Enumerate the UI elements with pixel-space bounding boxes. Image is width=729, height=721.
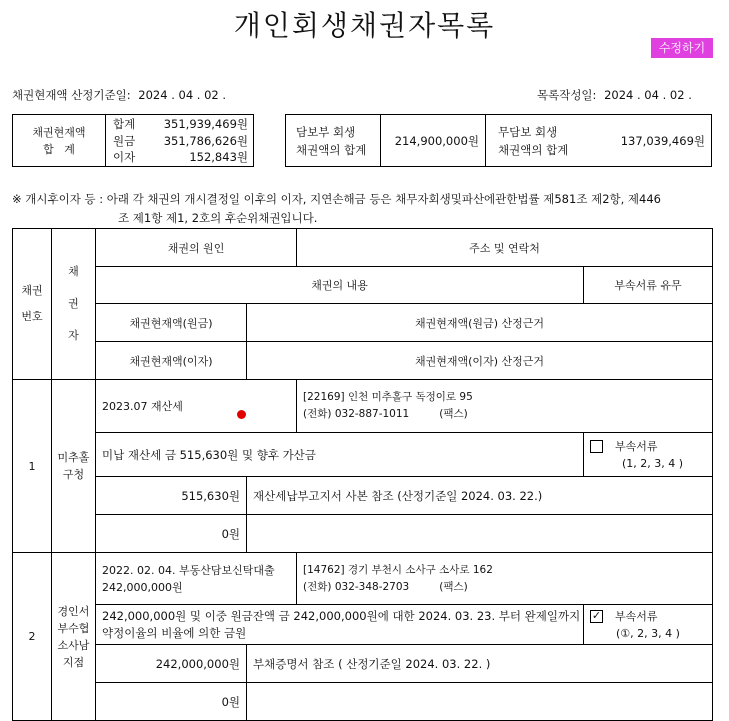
entry-content-text-2: 약정이율의 비율에 의한 금원 bbox=[102, 625, 247, 640]
attach-checkbox[interactable] bbox=[590, 440, 603, 453]
entry-cause-text: 2022. 02. 04. 부동산담보신탁대출 bbox=[102, 563, 275, 577]
unsecured-label-1: 무담보 회생 bbox=[498, 125, 558, 139]
summary-total-label-2: 합 계 bbox=[43, 142, 75, 156]
entry-address bbox=[297, 380, 713, 433]
entry-address bbox=[297, 553, 713, 605]
secured-value: 214,900,000원 bbox=[394, 133, 479, 148]
base-date-value: 2024 . 04 . 02 . bbox=[138, 88, 227, 102]
entry-attach bbox=[584, 605, 713, 645]
attach-label: 부속서류 bbox=[615, 439, 658, 453]
entry-cause bbox=[96, 553, 297, 605]
summary-row-value: 152,843원 bbox=[189, 150, 248, 164]
header-cause: 채권의 원인 bbox=[96, 229, 297, 267]
summary-total-label-1: 채권현재액 bbox=[32, 125, 86, 139]
unsecured-label bbox=[498, 123, 568, 159]
entry-attach bbox=[584, 433, 713, 477]
summary-secured-box bbox=[285, 114, 712, 167]
entry-no: 1 bbox=[13, 380, 52, 553]
header-no-2: 번호 bbox=[21, 310, 43, 323]
header-no bbox=[13, 229, 52, 380]
creditor-table bbox=[12, 228, 713, 721]
entry-creditor bbox=[52, 380, 96, 553]
list-date-label: 목록작성일: bbox=[537, 88, 597, 102]
note-line-2: 조 제1항 제1, 2호의 후순위채권입니다. bbox=[118, 211, 318, 225]
header-principal-basis: 채권현재액(원금) 산정근거 bbox=[247, 304, 713, 342]
entry-interest: 0원 bbox=[96, 683, 247, 721]
base-date-label: 채권현재액 산정기준일: bbox=[12, 88, 131, 102]
header-content: 채권의 내용 bbox=[96, 267, 584, 304]
entry-creditor-line: 소사남 bbox=[57, 638, 90, 652]
summary-row-label: 원금 bbox=[113, 133, 136, 148]
table-row bbox=[13, 553, 713, 605]
header-interest-basis: 채권현재액(이자) 산정근거 bbox=[247, 342, 713, 380]
header-creditor-3: 자 bbox=[68, 329, 79, 342]
entry-address-text: [22169] 인천 미추홀구 독정이로 95 bbox=[303, 391, 473, 403]
entry-creditor-line: 경인서 bbox=[57, 604, 90, 618]
entry-principal: 515,630원 bbox=[96, 477, 247, 515]
attach-items: (1, 2, 3, 4 ) bbox=[622, 456, 684, 470]
table-row bbox=[13, 380, 713, 433]
entry-content-text: 242,000,000원 및 이중 원금잔액 금 242,000,000원에 대한 2024. 03. 23. 부터 완제일까지 bbox=[102, 608, 581, 623]
attach-label: 부속서류 bbox=[615, 609, 658, 623]
entry-interest-basis bbox=[247, 683, 713, 721]
header-interest: 채권현재액(이자) bbox=[96, 342, 247, 380]
entry-principal-basis: 재산세납부고지서 사본 참조 (산정기준일 2024. 03. 22.) bbox=[247, 477, 713, 515]
entry-cause-text-2: 242,000,000원 bbox=[102, 580, 183, 594]
entry-creditor-line: 지점 bbox=[62, 655, 85, 669]
note bbox=[12, 190, 717, 228]
summary-total-box bbox=[12, 114, 254, 167]
summary-total-label bbox=[13, 115, 105, 166]
entry-interest-basis bbox=[247, 515, 713, 553]
edit-button[interactable]: 수정하기 bbox=[651, 38, 713, 58]
entry-creditor bbox=[52, 553, 96, 721]
unsecured-label-2: 채권액의 합계 bbox=[498, 143, 569, 157]
entry-creditor-line: 부수협 bbox=[57, 621, 90, 635]
secured-label bbox=[296, 123, 366, 159]
header-address: 주소 및 연락처 bbox=[297, 229, 713, 267]
header-creditor-1: 채 bbox=[68, 265, 79, 278]
unsecured-value: 137,039,469원 bbox=[620, 133, 705, 148]
header-creditor bbox=[52, 229, 96, 380]
secured-label-1: 담보부 회생 bbox=[296, 125, 356, 139]
base-date bbox=[12, 87, 226, 103]
summary-row-value: 351,939,469원 bbox=[163, 117, 248, 131]
entry-principal: 242,000,000원 bbox=[96, 645, 247, 683]
secured-label-2: 채권액의 합계 bbox=[296, 143, 367, 157]
red-dot-marker bbox=[237, 410, 246, 419]
entry-content bbox=[96, 433, 584, 477]
entry-no: 2 bbox=[13, 553, 52, 721]
entry-cause bbox=[96, 380, 297, 433]
list-date-value: 2024 . 04 . 02 . bbox=[604, 88, 692, 102]
header-attach: 부속서류 유무 bbox=[584, 267, 713, 304]
header-no-1: 채권 bbox=[21, 284, 43, 297]
header-principal: 채권현재액(원금) bbox=[96, 304, 247, 342]
summary-row-label: 이자 bbox=[113, 150, 136, 164]
entry-fax: (팩스) bbox=[439, 580, 468, 593]
entry-phone: (전화) 032-348-2703 bbox=[303, 580, 410, 593]
entry-creditor-line: 미추홀 bbox=[57, 451, 90, 464]
entry-interest: 0원 bbox=[96, 515, 247, 553]
entry-address-text: [14762] 경기 부천시 소사구 소사로 162 bbox=[303, 563, 493, 576]
summary-row-value: 351,786,626원 bbox=[163, 133, 248, 148]
entry-fax: (팩스) bbox=[439, 408, 468, 420]
entry-cause-text: 2023.07 재산세 bbox=[102, 400, 183, 413]
header-creditor-2: 권 bbox=[68, 297, 79, 310]
entry-principal-basis: 부채증명서 참조 ( 산정기준일 2024. 03. 22. ) bbox=[247, 645, 713, 683]
entry-content-text: 미납 재산세 금 515,630원 및 향후 가산금 bbox=[102, 447, 316, 462]
summary-row-label: 합계 bbox=[113, 117, 136, 131]
entry-phone: (전화) 032-887-1011 bbox=[303, 408, 410, 420]
attach-items: (①, 2, 3, 4 ) bbox=[616, 626, 680, 640]
page-title: 개인회생채권자목록 bbox=[233, 9, 496, 42]
note-line-1: ※ 개시후이자 등 : 아래 각 채권의 개시결정일 이후의 이자, 지연손해금 등은 채무자회생및파산에관한법률 제581조 제2항, 제446 bbox=[12, 192, 661, 206]
entry-content bbox=[96, 605, 584, 645]
list-date bbox=[537, 87, 692, 103]
attach-checkbox[interactable]: ✓ bbox=[591, 609, 602, 622]
entry-creditor-line: 구청 bbox=[62, 468, 85, 481]
